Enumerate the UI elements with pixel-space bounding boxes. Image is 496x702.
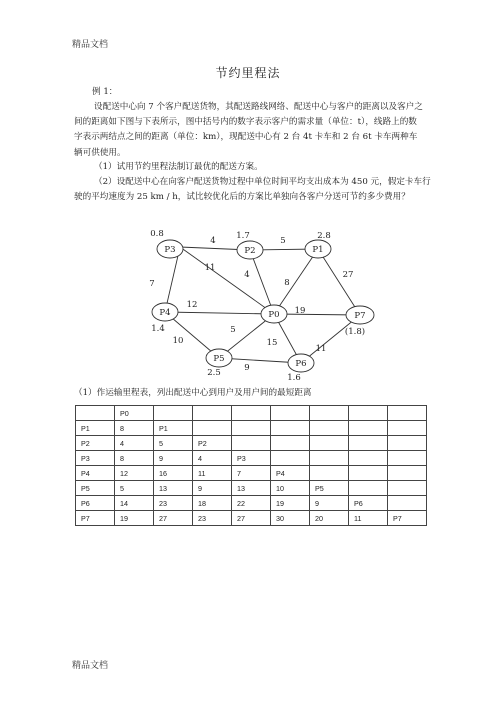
edge-p2-p0 [250,250,274,314]
table-cell: 19 [271,496,310,511]
page-footer: 精品文档 [72,661,109,671]
edge-label-p4-p0: 12 [186,300,198,310]
node-label-p3: P3 [164,245,176,255]
edge-label-p1-p0: 8 [284,278,290,288]
table-caption: （1）作运输里程表，列出配送中心到用户及用户间的最短距离 [74,388,312,398]
table-cell [388,496,427,511]
edge-label-p5-p6: 9 [244,363,250,373]
edge-label-p1-p7: 27 [342,270,354,280]
table-cell: 14 [115,496,154,511]
table-cell [232,406,271,421]
table-cell: 11 [349,511,388,526]
node-label-p4: P4 [159,308,171,318]
demand-label-p5: 2.5 [207,368,221,378]
node-label-p0: P0 [268,310,280,320]
table-cell [349,421,388,436]
table-row [76,451,427,466]
table-cell [388,481,427,496]
table-cell: P4 [76,466,115,481]
table-cell: 11 [193,466,232,481]
edge-label-p3-p0: 11 [204,263,216,273]
edge-label-p0-p7: 19 [294,306,306,316]
table-cell [310,451,349,466]
table-cell: 18 [193,496,232,511]
table-cell: P6 [349,496,388,511]
table-cell: 27 [232,511,271,526]
table-row [76,466,427,481]
table-cell [193,421,232,436]
table-cell [76,406,115,421]
table-cell [310,406,349,421]
table-cell: 7 [232,466,271,481]
edge-label-p0-p6: 15 [266,338,278,348]
edge-label-p4-p5: 10 [172,336,184,346]
table-cell [232,421,271,436]
demand-label-p7: (1.8) [344,327,366,337]
table-cell: P0 [115,406,154,421]
table-cell: P2 [76,436,115,451]
edge-p1-p0 [274,249,318,314]
table-cell [232,436,271,451]
table-cell: 12 [115,466,154,481]
table-cell: P1 [76,421,115,436]
table-cell: 27 [154,511,193,526]
table-cell [388,466,427,481]
table-cell: 20 [310,511,349,526]
node-label-p2: P2 [244,246,256,256]
table-cell [388,436,427,451]
edge-p4-p0 [165,312,274,314]
table-cell: 9 [310,496,349,511]
table-cell [310,466,349,481]
node-label-p6: P6 [295,359,307,369]
page-header: 精品文档 [72,40,109,50]
table-cell [349,406,388,421]
edge-label-p2-p0: 4 [244,270,250,280]
table-cell: 5 [115,481,154,496]
table-cell: 9 [193,481,232,496]
table-cell: 4 [193,451,232,466]
table-cell: P6 [76,496,115,511]
table-cell: 23 [154,496,193,511]
table-cell [271,436,310,451]
table-cell: P5 [310,481,349,496]
distance-table [75,405,427,526]
edge-label-p6-p7: 11 [315,344,327,354]
table-cell: P5 [76,481,115,496]
edge-label-p2-p1: 5 [280,236,286,246]
table-cell: P3 [76,451,115,466]
table-cell [388,451,427,466]
table-cell [271,451,310,466]
table-cell [271,421,310,436]
table-cell [154,406,193,421]
demand-label-p4: 1.4 [151,324,165,334]
table-cell: 8 [115,451,154,466]
table-cell [349,481,388,496]
edge-label-p3-p4: 7 [149,279,155,289]
node-label-p1: P1 [312,245,324,255]
table-cell: 22 [232,496,271,511]
table-cell: 19 [115,511,154,526]
table-cell [310,421,349,436]
table-cell: P1 [154,421,193,436]
table-cell: P7 [388,511,427,526]
example-label: 例 1： [92,87,118,97]
problem-statement [74,100,424,161]
question-2-text: （2）设配送中心在向客户配送货物过程中单位时间平均支出成本为 450 元，假定卡车行驶的平均速度为 25 km / h，试比较优化后的方案比单独向各客户分送可节约多少费用？ [74,177,431,203]
table-cell [310,436,349,451]
node-label-p5: P5 [213,354,225,364]
table-row [76,406,427,421]
table-row [76,511,427,526]
table-cell [271,406,310,421]
table-cell [388,421,427,436]
table-cell: 13 [154,481,193,496]
demand-label-p2: 1.7 [236,231,250,241]
table-cell [349,436,388,451]
table-cell [349,451,388,466]
table-cell [193,406,232,421]
table-cell: 10 [271,481,310,496]
table-cell [349,466,388,481]
table-cell [388,406,427,421]
table-cell: 5 [154,436,193,451]
table-row [76,421,427,436]
question-2 [74,175,434,205]
table-cell: P3 [232,451,271,466]
table-cell: 23 [193,511,232,526]
edge-p1-p7 [318,249,360,315]
table-cell: 8 [115,421,154,436]
demand-label-p6: 1.6 [287,373,301,383]
route-network-diagram [140,222,380,384]
question-1: （1）试用节约里程法制订最优的配送方案。 [94,162,263,172]
table-cell: 9 [154,451,193,466]
page-title: 节约里程法 [215,66,281,80]
edge-label-p3-p2: 4 [210,236,216,246]
table-cell: P7 [76,511,115,526]
demand-label-p3: 0.8 [150,229,164,239]
edge-label-p0-p5: 5 [230,325,236,335]
table-cell: 16 [154,466,193,481]
table-row [76,481,427,496]
table-row [76,436,427,451]
table-cell: 30 [271,511,310,526]
table-cell: 13 [232,481,271,496]
node-label-p7: P7 [354,311,366,321]
table-cell: P2 [193,436,232,451]
demand-label-p1: 2.8 [317,231,331,241]
table-row [76,496,427,511]
table-cell: P4 [271,466,310,481]
problem-paragraph: 设配送中心向 7 个客户配送货物，其配送路线网络、配送中心与客户的距离以及客户之间的距离如下图与下表所示，图中括号内的数字表示客户的需求量（单位：t），线路上的数字表示两结点之间的距离（单位：km），现配送中心有 2 台 4t 卡车和 2 台 6t 卡车两种车辆可供使用。 [74,102,423,158]
table-cell: 4 [115,436,154,451]
